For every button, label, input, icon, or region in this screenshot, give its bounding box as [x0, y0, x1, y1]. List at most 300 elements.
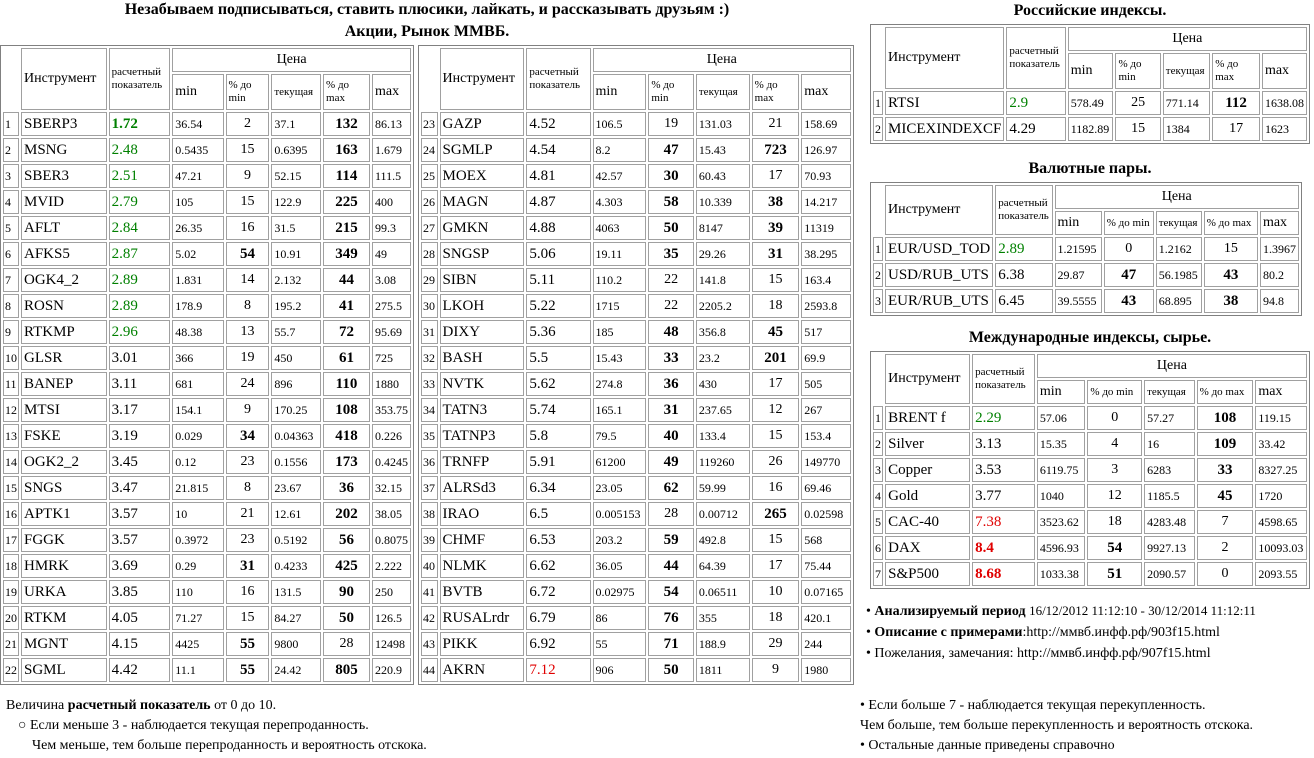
- pct-min-value: 21: [226, 502, 270, 526]
- instrument-name: AKRN: [440, 658, 525, 682]
- row-number: 21: [3, 632, 19, 656]
- current-value: 1185.5: [1144, 484, 1195, 508]
- indicator-value: 4.87: [526, 190, 590, 214]
- header-current: текущая: [1156, 211, 1202, 235]
- instrument-name: MOEX: [440, 164, 525, 188]
- indicator-value: 5.11: [526, 268, 590, 292]
- current-value: 52.15: [271, 164, 321, 188]
- current-value: 15.43: [696, 138, 750, 162]
- header-indicator: расчетный показатель: [1006, 27, 1065, 89]
- min-value: 1182.89: [1068, 117, 1114, 141]
- header-current: текущая: [1163, 53, 1210, 89]
- row-number: 16: [3, 502, 19, 526]
- max-value: 8327.25: [1255, 458, 1307, 482]
- pct-min-value: 9: [226, 164, 270, 188]
- row-number: 1: [3, 112, 19, 136]
- pct-min-value: 15: [226, 138, 270, 162]
- min-value: 79.5: [593, 424, 647, 448]
- current-value: 2205.2: [696, 294, 750, 318]
- header-indicator: расчетный показатель: [972, 354, 1035, 404]
- header-blank: [873, 354, 883, 404]
- min-value: 178.9: [172, 294, 223, 318]
- min-value: 4.303: [593, 190, 647, 214]
- header-pct-min: % до min: [226, 74, 270, 110]
- row-number: 27: [421, 216, 438, 240]
- max-value: 0.07165: [801, 580, 851, 604]
- header-pct-max: % до max: [1197, 380, 1254, 404]
- current-value: 122.9: [271, 190, 321, 214]
- min-value: 906: [593, 658, 647, 682]
- indicator-value: 7.38: [972, 510, 1035, 534]
- pct-max-value: 18: [752, 606, 800, 630]
- min-value: 105: [172, 190, 223, 214]
- indicator-value: 3.13: [972, 432, 1035, 456]
- indicator-value: 6.34: [526, 476, 590, 500]
- current-value: 6283: [1144, 458, 1195, 482]
- indicator-value: 3.11: [109, 372, 171, 396]
- row-number: 33: [421, 372, 438, 396]
- row-number: 31: [421, 320, 438, 344]
- max-value: 38.05: [372, 502, 411, 526]
- pct-max-value: 21: [752, 112, 800, 136]
- current-value: 133.4: [696, 424, 750, 448]
- row-number: 6: [3, 242, 19, 266]
- pct-min-value: 9: [226, 398, 270, 422]
- header-pct-min: % до min: [1115, 53, 1160, 89]
- indicator-value: 3.01: [109, 346, 171, 370]
- current-value: 16: [1144, 432, 1195, 456]
- indicator-value: 2.89: [995, 237, 1052, 261]
- pct-min-value: 54: [226, 242, 270, 266]
- row-number: 7: [873, 562, 883, 586]
- row-number: 12: [3, 398, 19, 422]
- instrument-name: MSNG: [21, 138, 107, 162]
- instrument-name: SBER3: [21, 164, 107, 188]
- row-number: 25: [421, 164, 438, 188]
- indicator-value: 8.4: [972, 536, 1035, 560]
- indicator-value: 3.57: [109, 528, 171, 552]
- header-max: max: [1255, 380, 1307, 404]
- row-number: 40: [421, 554, 438, 578]
- pct-max-value: 56: [323, 528, 370, 552]
- header-max: max: [372, 74, 411, 110]
- pct-min-value: 13: [226, 320, 270, 344]
- pct-min-value: 23: [226, 528, 270, 552]
- row-number: 24: [421, 138, 438, 162]
- min-value: 61200: [593, 450, 647, 474]
- instrument-name: SGML: [21, 658, 107, 682]
- instrument-name: BVTB: [440, 580, 525, 604]
- min-value: 10: [172, 502, 223, 526]
- pct-min-value: 15: [226, 606, 270, 630]
- pct-max-value: 173: [323, 450, 370, 474]
- row-number: 43: [421, 632, 438, 656]
- row-number: 20: [3, 606, 19, 630]
- current-value: 55.7: [271, 320, 321, 344]
- pct-min-value: 30: [648, 164, 694, 188]
- max-value: 244: [801, 632, 851, 656]
- max-value: 1.3967: [1260, 237, 1299, 261]
- instrument-name: IRAO: [440, 502, 525, 526]
- max-value: 80.2: [1260, 263, 1299, 287]
- current-value: 237.65: [696, 398, 750, 422]
- min-value: 110: [172, 580, 223, 604]
- table-row: [3, 242, 411, 266]
- instrument-name: MVID: [21, 190, 107, 214]
- indicator-value: 5.8: [526, 424, 590, 448]
- max-value: 49: [372, 242, 411, 266]
- max-value: 505: [801, 372, 851, 396]
- table-row: [421, 242, 851, 266]
- ru-indexes-title: Российские индексы.: [1013, 2, 1167, 19]
- indicator-value: 4.29: [1006, 117, 1065, 141]
- pct-max-value: 38: [752, 190, 800, 214]
- pct-min-value: 14: [226, 268, 270, 292]
- instrument-name: RTKM: [21, 606, 107, 630]
- row-number: 42: [421, 606, 438, 630]
- header-instrument: Инструмент: [885, 185, 993, 235]
- indicator-value: 5.91: [526, 450, 590, 474]
- indicator-value: 2.89: [109, 268, 171, 292]
- row-number: 1: [873, 91, 883, 115]
- pct-min-value: 25: [1115, 91, 1160, 115]
- pct-max-value: 349: [323, 242, 370, 266]
- pct-max-value: 202: [323, 502, 370, 526]
- pct-max-value: 132: [323, 112, 370, 136]
- instrument-name: CHMF: [440, 528, 525, 552]
- table-row: [873, 91, 1307, 115]
- more7-more-note: Чем больше, тем больше перекупленность и вероятность отскока.: [860, 718, 1254, 733]
- current-value: 60.43: [696, 164, 750, 188]
- instrument-name: MTSI: [21, 398, 107, 422]
- pct-max-value: 163: [323, 138, 370, 162]
- max-value: 99.3: [372, 216, 411, 240]
- current-value: 57.27: [1144, 406, 1195, 430]
- min-value: 42.57: [593, 164, 647, 188]
- pct-max-value: 33: [1197, 458, 1254, 482]
- table-row: [421, 190, 851, 214]
- header-pct-max: % до max: [323, 74, 370, 110]
- other-note: • Остальные данные приведены справочно: [860, 738, 1115, 753]
- row-number: 26: [421, 190, 438, 214]
- current-value: 0.06511: [696, 580, 750, 604]
- min-value: 1.831: [172, 268, 223, 292]
- pct-min-value: 44: [648, 554, 694, 578]
- min-value: 57.06: [1037, 406, 1086, 430]
- indicator-value: 1.72: [109, 112, 171, 136]
- instrument-name: GAZP: [440, 112, 525, 136]
- current-value: 131.03: [696, 112, 750, 136]
- table-row: [3, 450, 411, 474]
- pct-max-value: 110: [323, 372, 370, 396]
- table-row: [421, 632, 851, 656]
- min-value: 26.35: [172, 216, 223, 240]
- row-number: 3: [873, 458, 883, 482]
- indicator-value: 6.79: [526, 606, 590, 630]
- max-value: 111.5: [372, 164, 411, 188]
- max-value: 2093.55: [1255, 562, 1307, 586]
- pct-min-value: 62: [648, 476, 694, 500]
- min-value: 0.5435: [172, 138, 223, 162]
- max-value: 1.679: [372, 138, 411, 162]
- max-value: 11319: [801, 216, 851, 240]
- current-value: 119260: [696, 450, 750, 474]
- pct-min-value: 23: [226, 450, 270, 474]
- current-value: 4283.48: [1144, 510, 1195, 534]
- min-value: 0.02975: [593, 580, 647, 604]
- indicator-value: 4.81: [526, 164, 590, 188]
- max-value: 1880: [372, 372, 411, 396]
- pct-max-value: 36: [323, 476, 370, 500]
- instrument-name: SBERP3: [21, 112, 107, 136]
- indicator-value: 2.9: [1006, 91, 1065, 115]
- row-number: 29: [421, 268, 438, 292]
- header-price: Цена: [1055, 185, 1299, 209]
- current-value: 356.8: [696, 320, 750, 344]
- indicator-value: 2.84: [109, 216, 171, 240]
- max-value: 126.5: [372, 606, 411, 630]
- indicator-value: 5.5: [526, 346, 590, 370]
- min-value: 106.5: [593, 112, 647, 136]
- row-number: 37: [421, 476, 438, 500]
- table-row: [421, 476, 851, 500]
- pct-max-value: 15: [752, 424, 800, 448]
- indicator-value: 3.69: [109, 554, 171, 578]
- current-value: 0.04363: [271, 424, 321, 448]
- table-row: [421, 502, 851, 526]
- pct-min-value: 12: [1087, 484, 1142, 508]
- instrument-name: GLSR: [21, 346, 107, 370]
- instrument-name: DAX: [885, 536, 970, 560]
- instrument-name: HMRK: [21, 554, 107, 578]
- pct-max-value: 201: [752, 346, 800, 370]
- pct-max-value: 38: [1204, 289, 1258, 313]
- max-value: 2593.8: [801, 294, 851, 318]
- header-max: max: [1262, 53, 1307, 89]
- pct-min-value: 51: [1087, 562, 1142, 586]
- pct-max-value: 45: [752, 320, 800, 344]
- header-current: текущая: [1144, 380, 1195, 404]
- pct-max-value: 18: [752, 294, 800, 318]
- row-number: 23: [421, 112, 438, 136]
- header-indicator: расчетный показатель: [109, 48, 171, 110]
- instrument-name: BANEP: [21, 372, 107, 396]
- max-value: 32.15: [372, 476, 411, 500]
- current-value: 0.5192: [271, 528, 321, 552]
- pct-max-value: 17: [1212, 117, 1260, 141]
- max-value: 2.222: [372, 554, 411, 578]
- instrument-name: TRNFP: [440, 450, 525, 474]
- pct-max-value: 2: [1197, 536, 1254, 560]
- max-value: 69.9: [801, 346, 851, 370]
- header-price: Цена: [1037, 354, 1307, 378]
- max-value: 1980: [801, 658, 851, 682]
- pct-max-value: 28: [323, 632, 370, 656]
- table-row: [421, 164, 851, 188]
- instrument-name: NLMK: [440, 554, 525, 578]
- row-number: 1: [873, 406, 883, 430]
- min-value: 185: [593, 320, 647, 344]
- table-row: [421, 658, 851, 682]
- table-row: [3, 190, 411, 214]
- wishes-note[interactable]: • Пожелания, замечания: http://ммвб.инфф.рф/907f15.html: [866, 646, 1211, 661]
- row-number: 22: [3, 658, 19, 682]
- instrument-name: FGGK: [21, 528, 107, 552]
- pct-max-value: 15: [752, 528, 800, 552]
- pct-min-value: 47: [648, 138, 694, 162]
- instrument-name: BASH: [440, 346, 525, 370]
- table-row: [3, 476, 411, 500]
- indicator-value: 4.52: [526, 112, 590, 136]
- max-value: 38.295: [801, 242, 851, 266]
- indicator-value: 5.62: [526, 372, 590, 396]
- pct-min-value: 22: [648, 268, 694, 292]
- max-value: 1638.08: [1262, 91, 1307, 115]
- current-value: 12.61: [271, 502, 321, 526]
- header-min: min: [593, 74, 647, 110]
- row-number: 2: [873, 263, 883, 287]
- stocks-table-right: [418, 45, 854, 685]
- currency-title: Валютные пары.: [1028, 160, 1152, 177]
- pct-max-value: 72: [323, 320, 370, 344]
- header-max: max: [801, 74, 851, 110]
- pct-min-value: 48: [648, 320, 694, 344]
- max-value: 75.44: [801, 554, 851, 578]
- instrument-name: SIBN: [440, 268, 525, 292]
- max-value: 158.69: [801, 112, 851, 136]
- pct-max-value: 108: [1197, 406, 1254, 430]
- current-value: 64.39: [696, 554, 750, 578]
- max-value: 0.8075: [372, 528, 411, 552]
- max-value: 725: [372, 346, 411, 370]
- current-value: 0.6395: [271, 138, 321, 162]
- current-value: 896: [271, 372, 321, 396]
- table-row: [421, 580, 851, 604]
- instrument-name: MICEXINDEXCF: [885, 117, 1004, 141]
- max-value: 163.4: [801, 268, 851, 292]
- indicator-value: 3.47: [109, 476, 171, 500]
- current-value: 31.5: [271, 216, 321, 240]
- instrument-name: CAC-40: [885, 510, 970, 534]
- min-value: 21.815: [172, 476, 223, 500]
- header-price: Цена: [593, 48, 851, 72]
- pct-min-value: 71: [648, 632, 694, 656]
- max-value: 267: [801, 398, 851, 422]
- table-row: [873, 484, 1307, 508]
- table-row: [421, 216, 851, 240]
- current-value: 0.00712: [696, 502, 750, 526]
- max-value: 94.8: [1260, 289, 1299, 313]
- pct-max-value: 112: [1212, 91, 1260, 115]
- row-number: 36: [421, 450, 438, 474]
- max-value: 14.217: [801, 190, 851, 214]
- instrument-name: USD/RUB_UTS: [885, 263, 993, 287]
- min-value: 578.49: [1068, 91, 1114, 115]
- table-row: [3, 164, 411, 188]
- table-row: [421, 372, 851, 396]
- row-number: 35: [421, 424, 438, 448]
- row-number: 15: [3, 476, 19, 500]
- header-pct-max: % до max: [752, 74, 800, 110]
- header-pct-min: % до min: [1104, 211, 1154, 235]
- min-value: 55: [593, 632, 647, 656]
- pct-max-value: 17: [752, 164, 800, 188]
- max-value: 86.13: [372, 112, 411, 136]
- current-value: 8147: [696, 216, 750, 240]
- current-value: 68.895: [1156, 289, 1202, 313]
- table-row: [3, 554, 411, 578]
- row-number: 14: [3, 450, 19, 474]
- table-row: [3, 632, 411, 656]
- min-value: 19.11: [593, 242, 647, 266]
- desc-note[interactable]: • Описание с примерами:http://ммвб.инфф.рф/903f15.html: [866, 625, 1220, 640]
- indicator-value: 2.29: [972, 406, 1035, 430]
- instrument-name: EUR/RUB_UTS: [885, 289, 993, 313]
- less3-note: ○ Если меньше 3 - наблюдается текущая перепроданность.: [18, 718, 369, 733]
- table-row: [3, 528, 411, 552]
- header-row: [873, 185, 1299, 209]
- indicator-value: 6.38: [995, 263, 1052, 287]
- header-pct-max: % до max: [1204, 211, 1258, 235]
- pct-min-value: 16: [226, 580, 270, 604]
- pct-max-value: 41: [323, 294, 370, 318]
- min-value: 36.05: [593, 554, 647, 578]
- min-value: 47.21: [172, 164, 223, 188]
- pct-min-value: 36: [648, 372, 694, 396]
- pct-max-value: 425: [323, 554, 370, 578]
- table-row: [3, 502, 411, 526]
- indicator-value: 6.5: [526, 502, 590, 526]
- pct-min-value: 76: [648, 606, 694, 630]
- min-value: 4596.93: [1037, 536, 1086, 560]
- table-row: [421, 138, 851, 162]
- table-row: [3, 424, 411, 448]
- indicator-value: 6.72: [526, 580, 590, 604]
- row-number: 30: [421, 294, 438, 318]
- current-value: 23.2: [696, 346, 750, 370]
- more7-note: • Если больше 7 - наблюдается текущая перекупленность.: [860, 698, 1206, 713]
- pct-max-value: 9: [752, 658, 800, 682]
- table-row: [3, 580, 411, 604]
- row-number: 28: [421, 242, 438, 266]
- row-number: 10: [3, 346, 19, 370]
- intl-table: [870, 351, 1310, 589]
- current-value: 10.91: [271, 242, 321, 266]
- max-value: 517: [801, 320, 851, 344]
- row-number: 18: [3, 554, 19, 578]
- pct-min-value: 40: [648, 424, 694, 448]
- indicator-value: 5.74: [526, 398, 590, 422]
- current-value: 450: [271, 346, 321, 370]
- table-row: [3, 398, 411, 422]
- pct-max-value: 29: [752, 632, 800, 656]
- pct-max-value: 17: [752, 372, 800, 396]
- table-row: [3, 294, 411, 318]
- pct-min-value: 47: [1104, 263, 1154, 287]
- indicator-value: 6.62: [526, 554, 590, 578]
- min-value: 3523.62: [1037, 510, 1086, 534]
- pct-min-value: 31: [226, 554, 270, 578]
- indicator-value: 6.53: [526, 528, 590, 552]
- header-indicator: расчетный показатель: [526, 48, 590, 110]
- header-pct-min: % до min: [648, 74, 694, 110]
- pct-max-value: 12: [752, 398, 800, 422]
- row-number: 41: [421, 580, 438, 604]
- max-value: 1623: [1262, 117, 1307, 141]
- min-value: 1040: [1037, 484, 1086, 508]
- min-value: 36.54: [172, 112, 223, 136]
- pct-min-value: 58: [648, 190, 694, 214]
